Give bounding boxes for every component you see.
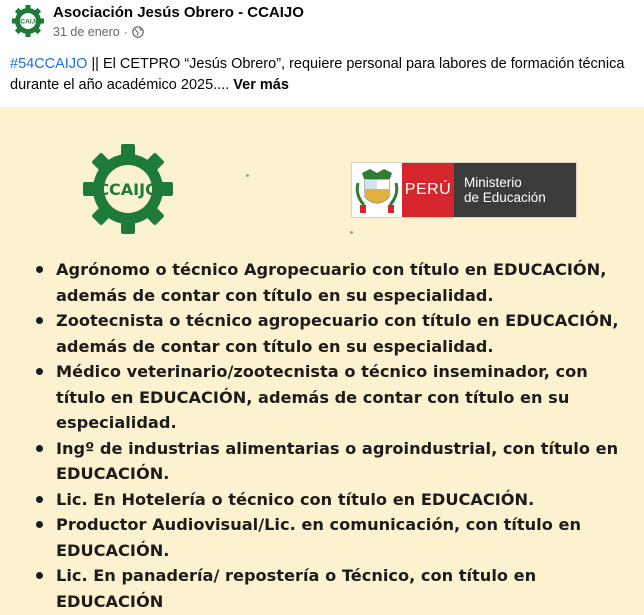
ccaijo-logo [82, 143, 174, 235]
list-item: Productor Audiovisual/Lic. en comunicación, con título en EDUCACIÓN. [36, 512, 636, 563]
ministry-line-2: de Educación [464, 190, 546, 205]
decor-speck [246, 174, 249, 177]
globe-icon[interactable] [132, 26, 144, 38]
hashtag-link[interactable]: #54CCAIJO [10, 56, 88, 72]
requirements-list [36, 257, 636, 614]
bullet [36, 521, 43, 528]
page-name-link[interactable]: Asociación Jesús Obrero - CCAIJO [53, 4, 304, 21]
peru-label: PERÚ [402, 163, 454, 217]
see-more-link[interactable]: Ver más [233, 77, 289, 93]
decor-speck [350, 231, 353, 234]
list-item: Médico veterinario/zootecnista o técnico inseminador, con título en EDUCACIÓN, además de contar con título en su especialidad. [36, 359, 636, 436]
bullet [36, 317, 43, 324]
post-header [0, 0, 644, 52]
bullet [36, 266, 43, 273]
post-date[interactable]: 31 de enero [53, 25, 120, 39]
bullet [36, 572, 43, 579]
post-image-flyer[interactable] [0, 107, 644, 615]
list-item: Zootecnista o técnico agropecuario con título en EDUCACIÓN, además de contar con título en su especialidad. [36, 308, 636, 359]
svg-text:CCAIJO: CCAIJO [97, 180, 159, 199]
bullet [36, 445, 43, 452]
ministry-line-1: Ministerio [464, 175, 522, 190]
post-body-text: || El CETPRO “Jesús Obrero”, requiere personal para labores de formación técnica durante el año académico 2025.... [10, 56, 625, 93]
post-meta [53, 25, 144, 39]
ccaijo-gear-icon [82, 143, 174, 235]
list-item: Agrónomo o técnico Agropecuario con título en EDUCACIÓN, además de contar con título en su especialidad. [36, 257, 636, 308]
list-item: Lic. En Hotelería o técnico con título en EDUCACIÓN. [36, 487, 636, 513]
ministry-label [454, 163, 576, 217]
post-text [10, 54, 630, 96]
meta-separator: · [123, 25, 128, 39]
minedu-logo [351, 162, 577, 218]
ccaijo-gear-icon [10, 3, 46, 39]
list-item: Ingº de industrias alimentarias o agroindustrial, con título en EDUCACIÓN. [36, 436, 636, 487]
page-avatar[interactable] [10, 3, 46, 39]
bullet [36, 368, 43, 375]
list-item: Lic. En panadería/ repostería o Técnico, con título en EDUCACIÓN [36, 563, 636, 614]
peru-crest-icon [352, 163, 402, 217]
svg-text:CCAIJO: CCAIJO [15, 18, 41, 26]
bullet [36, 496, 43, 503]
